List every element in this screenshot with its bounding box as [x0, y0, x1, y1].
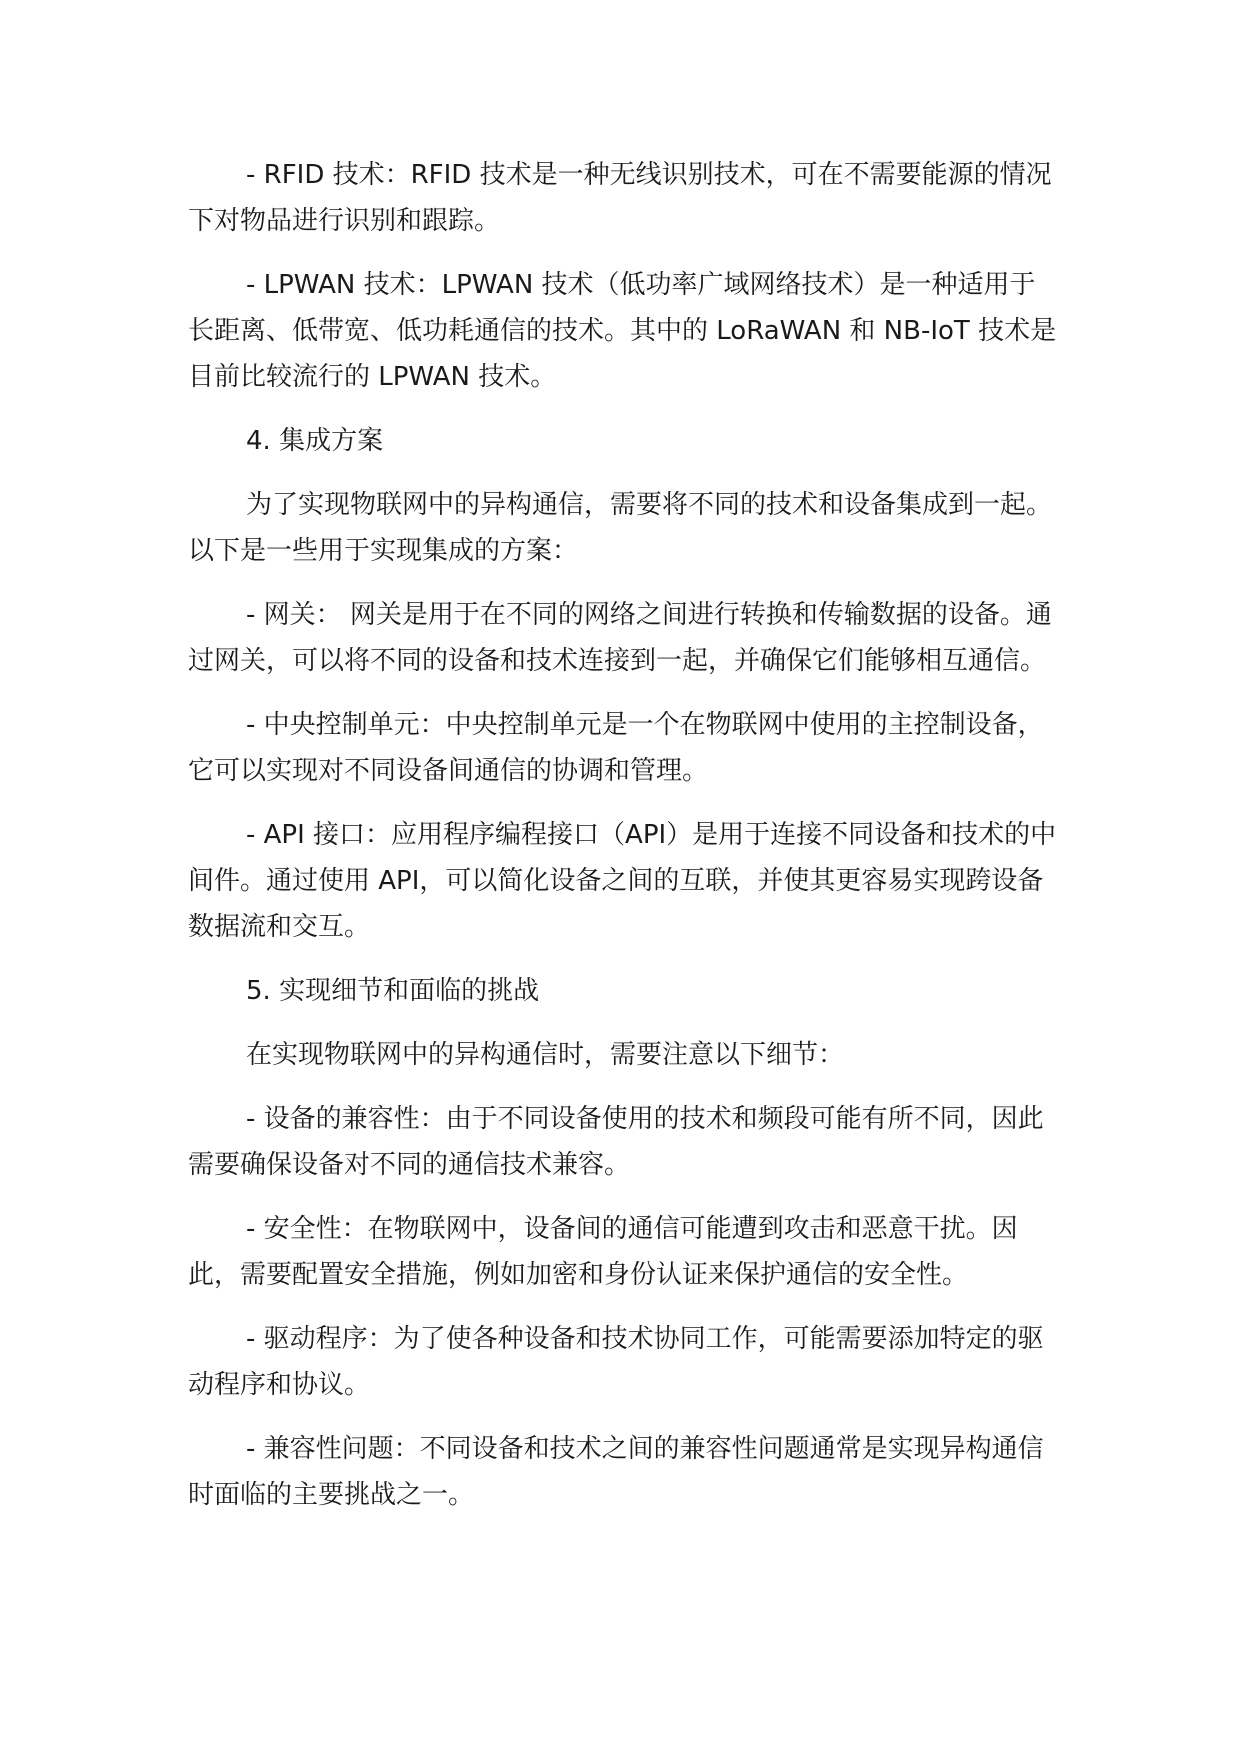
paragraph-api: - API 接口：应用程序编程接口（API）是用于连接不同设备和技术的中间件。通过使用 API，可以简化设备之间的互联，并使其更容易实现跨设备数据流和交互。: [188, 820, 1057, 942]
paragraph-rfid: - RFID 技术：RFID 技术是一种无线识别技术，可在不需要能源的情况下对物品进行识别和跟踪。: [188, 160, 1052, 236]
paragraph-integration-intro: 为了实现物联网中的异构通信，需要将不同的技术和设备集成到一起。以下是一些用于实现集成的方案：: [188, 490, 1053, 566]
paragraph-challenges-intro: 在实现物联网中的异构通信时，需要注意以下细节：: [246, 1040, 845, 1070]
document-body: [188, 152, 1058, 1536]
paragraph-lpwan: - LPWAN 技术：LPWAN 技术（低功率广域网络技术）是一种适用于长距离、低带宽、低功耗通信的技术。其中的 LoRaWAN 和 NB-IoT 技术是目前比较流行的 LPWAN 技术。: [188, 270, 1057, 392]
paragraph-compatibility: - 设备的兼容性：由于不同设备使用的技术和频段可能有所不同，因此需要确保设备对不同的通信技术兼容。: [188, 1104, 1044, 1180]
paragraph-central-control: - 中央控制单元：中央控制单元是一个在物联网中使用的主控制设备，它可以实现对不同设备间通信的协调和管理。: [188, 710, 1044, 786]
section-heading-integration: 4. 集成方案: [246, 426, 384, 456]
paragraph-drivers: - 驱动程序：为了使各种设备和技术协同工作，可能需要添加特定的驱动程序和协议。: [188, 1324, 1044, 1400]
paragraph-gateway: - 网关： 网关是用于在不同的网络之间进行转换和传输数据的设备。通过网关，可以将不同的设备和技术连接到一起，并确保它们能够相互通信。: [188, 600, 1052, 676]
section-heading-challenges: 5. 实现细节和面临的挑战: [246, 976, 540, 1006]
paragraph-compat-issues: - 兼容性问题：不同设备和技术之间的兼容性问题通常是实现异构通信时面临的主要挑战之一。: [188, 1434, 1044, 1510]
paragraph-security: - 安全性：在物联网中，设备间的通信可能遭到攻击和恶意干扰。因此，需要配置安全措施，例如加密和身份认证来保护通信的安全性。: [188, 1214, 1018, 1290]
